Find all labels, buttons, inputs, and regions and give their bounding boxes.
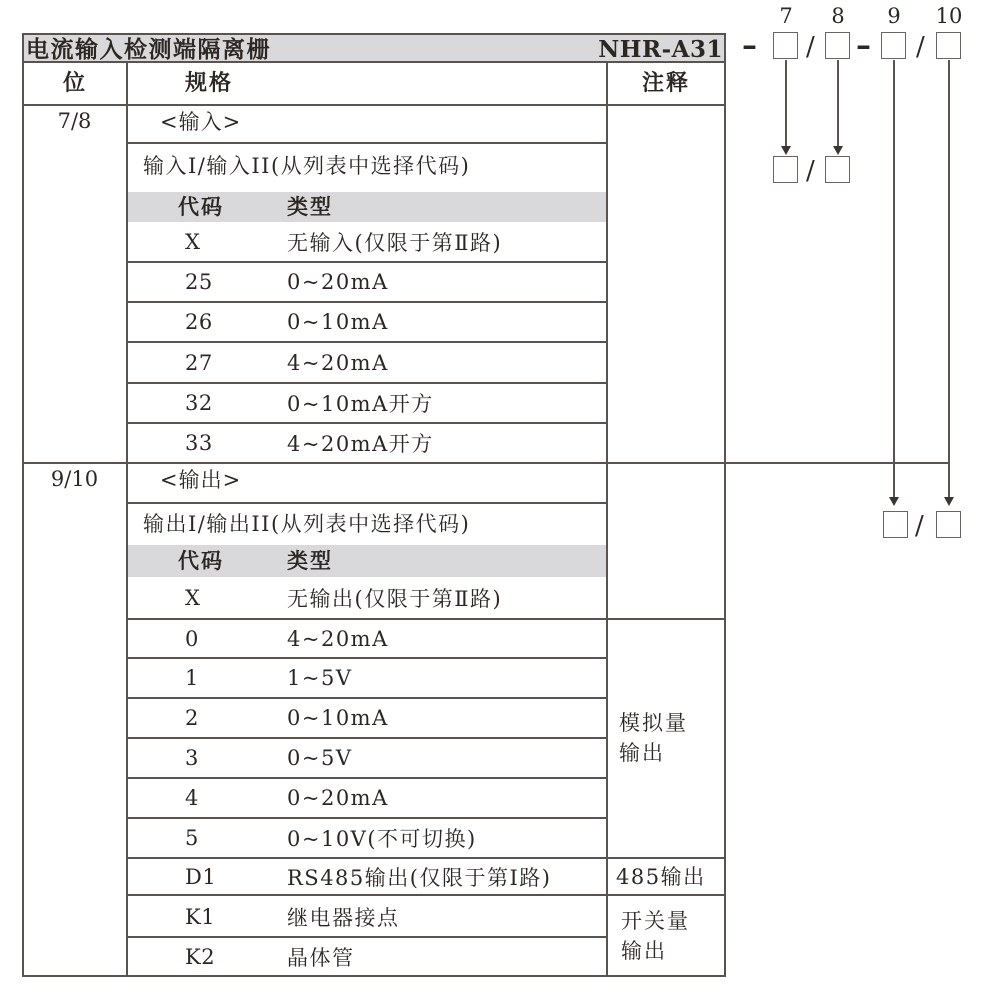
column-header-spec: 规格: [185, 70, 234, 96]
type-value: 0~20mA: [287, 270, 389, 294]
arrow-line-digit-10: [948, 60, 950, 497]
table-row: [127, 423, 607, 463]
output-section-label: <输出>: [160, 468, 242, 492]
arrow-line-digit-8: [837, 60, 839, 146]
note-line: 开关量: [621, 909, 690, 933]
code-value: 32: [185, 391, 213, 415]
table-row: [127, 937, 607, 976]
slash-separator: /: [915, 511, 924, 541]
table-top-border: [22, 33, 726, 35]
code-value: 1: [185, 666, 199, 690]
input-section-label: <输入>: [160, 110, 242, 134]
input-section-sublabel: 输入I/输入II(从列表中选择代码): [143, 154, 471, 178]
type-value: 4~20mA开方: [287, 432, 434, 456]
output-code-header: 代码: [178, 548, 224, 573]
code-value: X: [185, 230, 201, 254]
input-result-box-1: [773, 156, 798, 183]
output-section-sublabel: 输出I/输出II(从列表中选择代码): [143, 512, 471, 536]
note-switch-output: [607, 896, 725, 976]
arrow-head-digit-10: [944, 497, 954, 506]
note-line: 模拟量: [619, 711, 688, 735]
input-code-header: 代码: [178, 194, 224, 219]
digit-label-8: 8: [831, 4, 845, 28]
table-row: [127, 858, 607, 896]
table-row: [127, 383, 607, 423]
type-value: 0~10mA开方: [287, 392, 434, 416]
code-value: 3: [185, 746, 199, 770]
code-box-digit-10: [936, 32, 961, 59]
code-value: 2: [185, 706, 199, 730]
digit-label-10: 10: [935, 4, 963, 28]
page-title: 电流输入检测端隔离栅: [26, 36, 271, 63]
note-485-output: [607, 858, 725, 895]
arrow-line-digit-9: [893, 60, 895, 497]
table-row: [127, 698, 607, 738]
code-value: 5: [185, 826, 199, 850]
type-value: 0~10V(不可切换): [287, 827, 477, 851]
header-underline: [22, 104, 726, 106]
type-value: 继电器接点: [287, 905, 400, 930]
output-result-box-1: [883, 511, 908, 538]
code-value: 33: [185, 431, 213, 455]
position-cell-input: 7/8: [57, 109, 92, 133]
column-header-position: 位: [62, 70, 86, 96]
note-line: 输出: [619, 741, 665, 765]
type-value: 4~20mA: [287, 626, 389, 651]
table-row: [127, 778, 607, 818]
row-line: [127, 142, 607, 144]
input-result-box-2: [825, 156, 850, 183]
row-line: [127, 502, 607, 504]
table-row: [127, 738, 607, 778]
code-value: 0: [185, 626, 199, 651]
type-value: 0~5V: [287, 746, 353, 770]
type-value: 无输入(仅限于第Ⅱ路): [287, 231, 503, 255]
code-value: 25: [185, 270, 213, 294]
arrow-head-digit-9: [889, 497, 899, 506]
code-value: X: [185, 586, 201, 610]
slash-separator: /: [806, 156, 815, 186]
arrow-head-digit-7: [781, 146, 791, 155]
table-row: [127, 658, 607, 698]
digit-label-7: 7: [779, 4, 793, 28]
code-value: 4: [185, 786, 199, 810]
table-row: [127, 342, 607, 383]
table-row: [127, 619, 607, 658]
code-value: K2: [185, 944, 216, 969]
column-header-note: 注释: [641, 70, 690, 96]
arrow-head-digit-8: [833, 146, 843, 155]
dash-separator: –: [742, 28, 757, 63]
output-type-header: 类型: [287, 548, 333, 573]
code-value: 26: [185, 310, 213, 334]
slash-separator: /: [806, 32, 815, 62]
code-value: 27: [185, 350, 213, 375]
digit-label-9: 9: [887, 4, 901, 28]
type-value: RS485输出(仅限于第Ⅰ路): [287, 866, 552, 890]
type-value: 0~20mA: [287, 786, 389, 810]
position-cell-output: 9/10: [50, 467, 99, 491]
type-value: 无输出(仅限于第Ⅱ路): [287, 587, 503, 611]
type-value: 0~10mA: [287, 706, 389, 730]
type-value: 4~20mA: [287, 350, 389, 375]
table-left-border: [22, 33, 24, 977]
code-box-digit-7: [773, 32, 798, 59]
note-line: 输出: [621, 939, 667, 963]
code-box-digit-8: [825, 32, 850, 59]
type-value: 0~10mA: [287, 310, 389, 334]
table-row: [127, 818, 607, 858]
type-value: 晶体管: [287, 945, 355, 970]
arrow-line-digit-7: [785, 60, 787, 146]
table-row: [127, 262, 607, 302]
note-line: 485输出: [616, 864, 706, 889]
code-value: D1: [185, 865, 217, 889]
code-value: K1: [185, 904, 216, 929]
table-row: [127, 896, 607, 937]
type-value: 1~5V: [287, 666, 353, 690]
table-row: [127, 577, 607, 619]
table-row: [127, 302, 607, 342]
slash-separator: /: [916, 32, 925, 62]
model-number: NHR-A31: [598, 36, 723, 63]
output-result-box-2: [936, 511, 961, 538]
dash-separator: –: [856, 28, 871, 63]
code-box-digit-9: [881, 32, 906, 59]
note-analog-output: [607, 619, 725, 857]
input-type-header: 类型: [287, 194, 333, 219]
table-row: [127, 222, 607, 262]
